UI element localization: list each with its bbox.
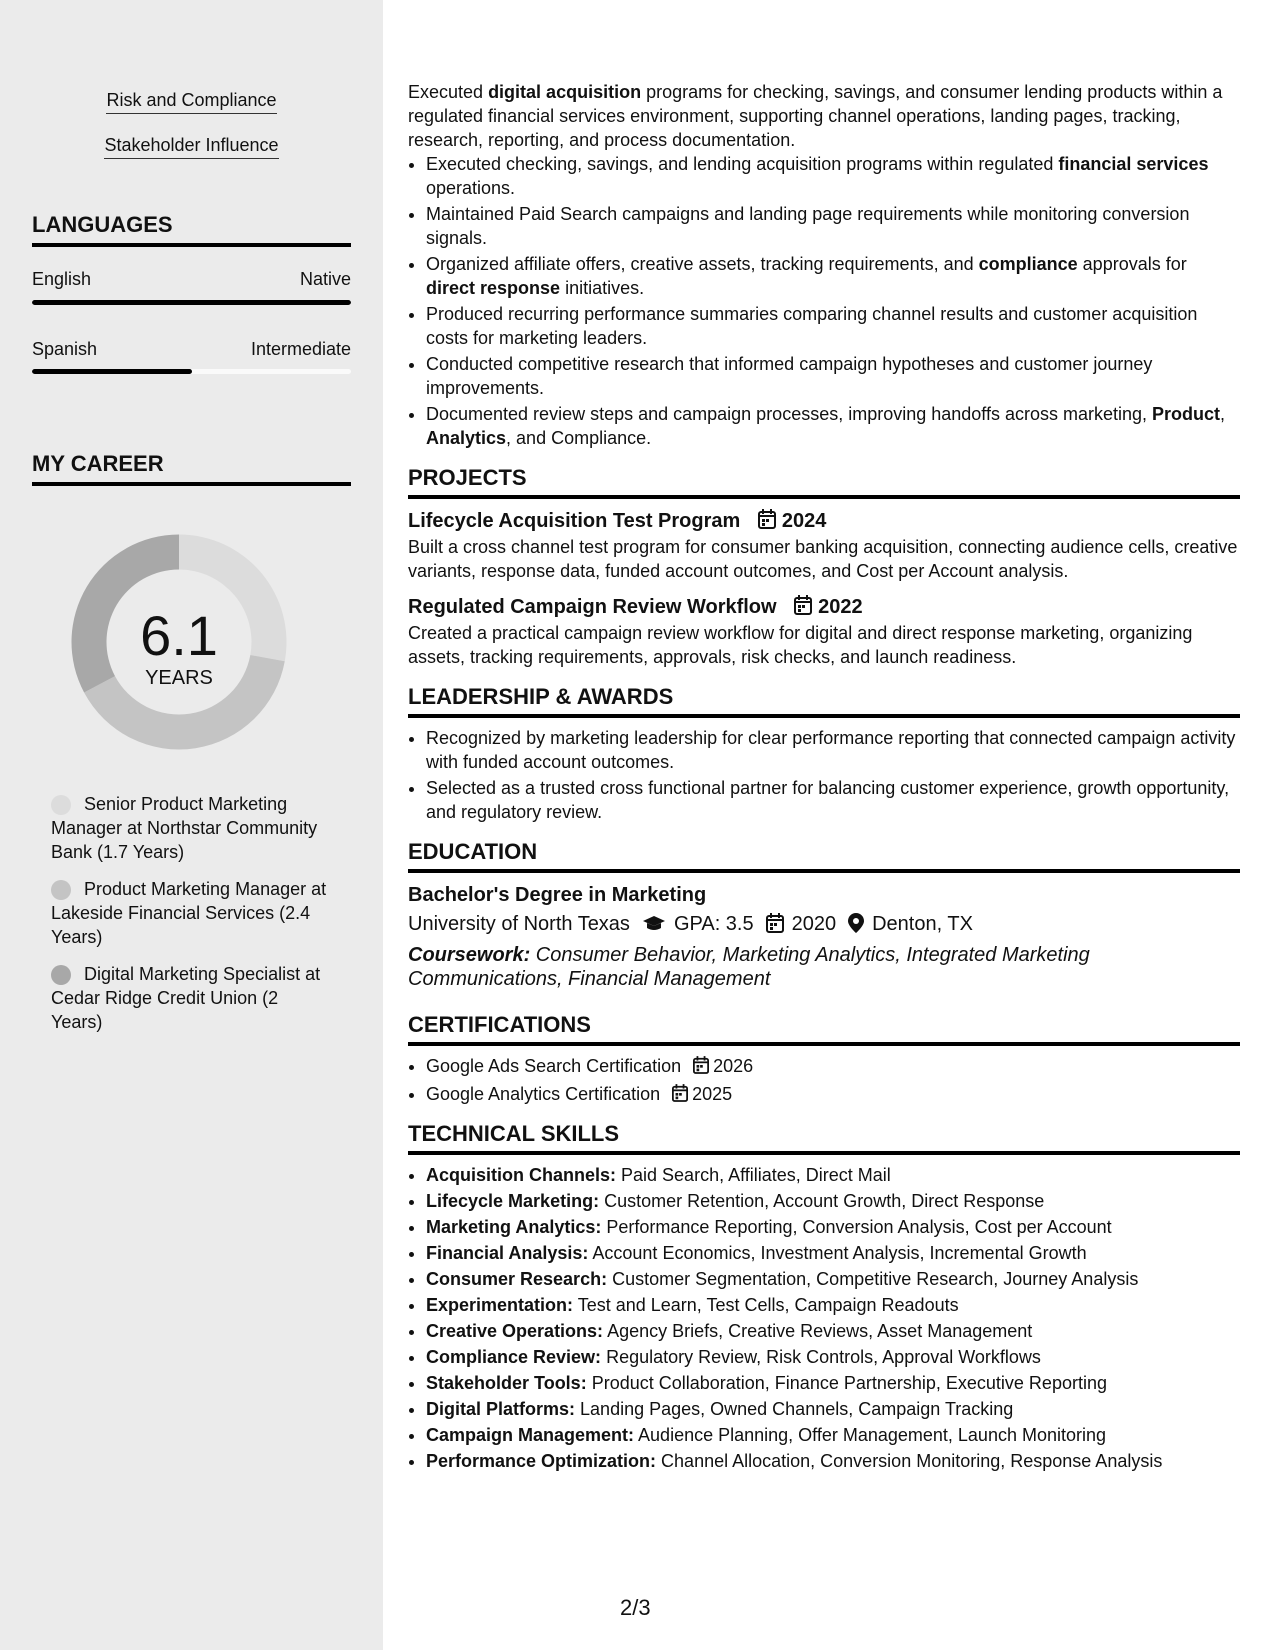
certification-item: • Google Ads Search Certification 2026 (426, 1054, 1240, 1078)
school-name: University of North Texas (408, 913, 630, 935)
career-item (51, 962, 331, 1034)
skill-tag (0, 133, 383, 159)
language-proficiency-fill (32, 300, 351, 305)
experience-bullet: • Maintained Paid Search campaigns and landing page requirements while monitoring conversion signals. (426, 202, 1240, 250)
location-pin-icon (848, 913, 864, 933)
language-level: Native (299, 269, 351, 289)
graduation-cap-icon (642, 915, 666, 933)
language-name: English (32, 269, 92, 289)
technical-skills-list (408, 1163, 1240, 1473)
career-item-text: Product Marketing Manager at Lakeside Financial Services (2.4 Years) (51, 879, 327, 947)
skill-item: • Digital Platforms: Landing Pages, Owned Channels, Campaign Tracking (426, 1397, 1240, 1421)
project-description: Created a practical campaign review workflow for digital and direct response marketing, organizing assets, tracking requirements, approvals, risk checks, and launch readiness. (408, 623, 1193, 667)
calendar-icon (794, 595, 812, 615)
experience-summary: Executed digital acquisition programs for checking, savings, and consumer lending products within a regulated financial services environment, supporting channel operations, landing pages, tracking, research, reporting, and process documentation. (408, 82, 1223, 150)
calendar-icon (766, 913, 784, 933)
skill-item: • Performance Optimization: Channel Allocation, Conversion Monitoring, Response Analysis (426, 1449, 1240, 1473)
career-list (51, 792, 331, 1047)
career-legend-dot (51, 965, 71, 985)
language-row (32, 267, 351, 291)
career-unit: YEARS (145, 667, 213, 689)
project-title: Regulated Campaign Review Workflow 2022 (408, 596, 863, 618)
career-item (51, 877, 331, 949)
skill-item: • Consumer Research: Customer Segmentation, Competitive Research, Journey Analysis (426, 1267, 1240, 1291)
career-item (51, 792, 331, 864)
gpa: GPA: 3.5 (673, 913, 754, 935)
project-title: Lifecycle Acquisition Test Program 2024 (408, 510, 827, 532)
skill-item: • Stakeholder Tools: Product Collaboration, Finance Partnership, Executive Reporting (426, 1371, 1240, 1395)
language-name: Spanish (32, 339, 98, 359)
career-item-text: Senior Product Marketing Manager at Northstar Community Bank (1.7 Years) (51, 794, 318, 862)
calendar-icon (672, 1084, 688, 1102)
location: Denton, TX (872, 913, 973, 935)
projects-heading: PROJECTS (408, 464, 1240, 499)
project-description: Built a cross channel test program for consumer banking acquisition, connecting audience cells, creative variants, response data, funded account outcomes, and Cost per Account analysis. (408, 537, 1238, 581)
career-heading: MY CAREER (32, 450, 351, 486)
leadership-item: • Recognized by marketing leadership for clear performance reporting that connected campaign activity with funded account outcomes. (426, 726, 1240, 774)
experience-bullet: • Executed checking, savings, and lending acquisition programs within regulated financial services operations. (426, 152, 1240, 200)
technical-skills-heading: TECHNICAL SKILLS (408, 1120, 1240, 1155)
degree-title: Bachelor's Degree in Marketing (408, 884, 707, 906)
certifications-list (408, 1054, 1240, 1106)
experience-bullet: • Conducted competitive research that informed campaign hypotheses and customer journey improvements. (426, 352, 1240, 400)
skill-item: • Acquisition Channels: Paid Search, Affiliates, Direct Mail (426, 1163, 1240, 1187)
education-details (408, 909, 1240, 939)
leadership-list (408, 726, 1240, 824)
skill-item: • Lifecycle Marketing: Customer Retention, Account Growth, Direct Response (426, 1189, 1240, 1213)
language-proficiency-fill (32, 369, 192, 374)
leadership-item: • Selected as a trusted cross functional partner for balancing customer experience, growth opportunity, and regulatory review. (426, 776, 1240, 824)
language-proficiency-bar (32, 300, 351, 305)
calendar-icon (758, 509, 776, 529)
career-legend-dot (51, 795, 71, 815)
education-heading: EDUCATION (408, 838, 1240, 873)
skill-item: • Financial Analysis: Account Economics, Investment Analysis, Incremental Growth (426, 1241, 1240, 1265)
calendar-icon (693, 1056, 709, 1074)
languages-heading: LANGUAGES (32, 211, 351, 247)
main-content (408, 80, 1240, 1475)
experience-bullet: • Organized affiliate offers, creative assets, tracking requirements, and compliance approvals for direct response initiatives. (426, 252, 1240, 300)
certification-item: • Google Analytics Certification 2025 (426, 1082, 1240, 1106)
graduation-year: 2020 (791, 913, 837, 935)
language-level: Intermediate (250, 339, 351, 359)
career-item-text: Digital Marketing Specialist at Cedar Ridge Credit Union (2 Years) (51, 964, 321, 1032)
skill-item: • Compliance Review: Regulatory Review, Risk Controls, Approval Workflows (426, 1345, 1240, 1369)
skill-item: • Experimentation: Test and Learn, Test Cells, Campaign Readouts (426, 1293, 1240, 1317)
career-total: 6.1 (140, 604, 218, 667)
career-legend-dot (51, 880, 71, 900)
page-number: 2/3 (620, 1595, 651, 1620)
career-donut-chart (64, 527, 294, 757)
language-row (32, 337, 351, 361)
coursework: Coursework: Consumer Behavior, Marketing Analytics, Integrated Marketing Communications, Financial Management (408, 944, 1090, 990)
leadership-heading: LEADERSHIP & AWARDS (408, 683, 1240, 718)
experience-bullet: • Documented review steps and campaign processes, improving handoffs across marketing, Product, Analytics, and Compliance. (426, 402, 1240, 450)
language-proficiency-bar (32, 369, 351, 374)
skill-tag (0, 88, 383, 114)
experience-bullet: • Produced recurring performance summaries comparing channel results and customer acquisition costs for marketing leaders. (426, 302, 1240, 350)
skill-item: • Marketing Analytics: Performance Reporting, Conversion Analysis, Cost per Account (426, 1215, 1240, 1239)
sidebar (0, 0, 383, 1650)
skill-item: • Creative Operations: Agency Briefs, Creative Reviews, Asset Management (426, 1319, 1240, 1343)
skill-tag-label: Risk and Compliance (106, 88, 276, 114)
certifications-heading: CERTIFICATIONS (408, 1011, 1240, 1046)
skill-tag-label: Stakeholder Influence (104, 133, 278, 159)
skill-item: • Campaign Management: Audience Planning, Offer Management, Launch Monitoring (426, 1423, 1240, 1447)
experience-bullets (408, 152, 1240, 450)
